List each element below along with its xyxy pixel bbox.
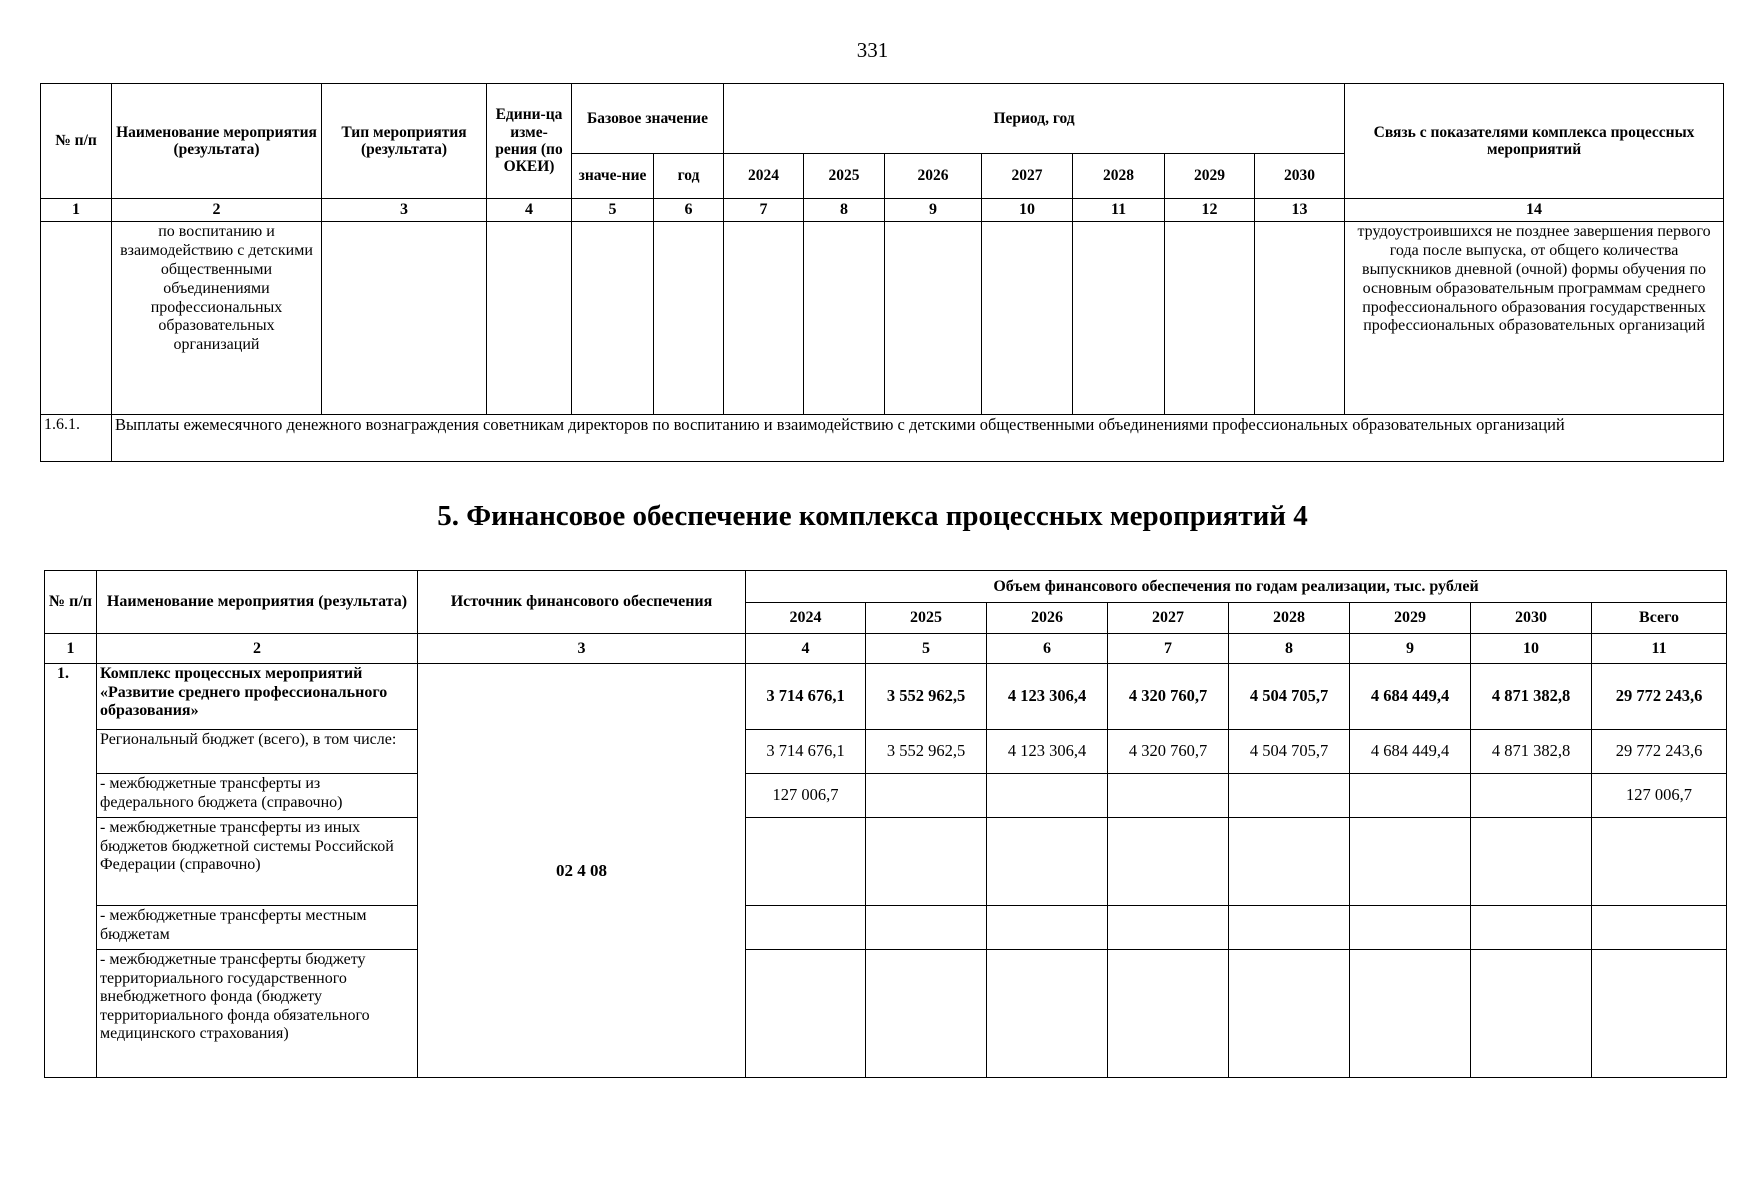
value-cell [866,774,987,818]
header-num: № п/п [41,84,112,199]
value-cell: 4 320 760,7 [1108,664,1229,730]
source-code: 02 4 08 [418,664,746,1078]
value-cell [1229,906,1350,950]
row-label: - межбюджетные трансферты из иных бюджетов бюджетной системы Российской Федерации (справочно) [97,818,418,906]
value-cell [987,950,1108,1078]
header-period: Период, год [724,84,1345,154]
value-cell: 3 552 962,5 [866,664,987,730]
column-number: 7 [724,199,804,222]
header-link: Связь с показателями комплекса процессных мероприятий [1345,84,1724,199]
value-cell: 4 123 306,4 [987,664,1108,730]
value-cell [1350,774,1471,818]
value-cell [1229,774,1350,818]
column-numbers-row [45,634,1727,664]
row-label: - межбюджетные трансферты из федерального бюджета (справочно) [97,774,418,818]
continuation-row [41,222,1724,415]
column-number: 6 [987,634,1108,664]
header-year: 2027 [982,154,1073,199]
value-cell [987,818,1108,906]
column-number: 11 [1073,199,1165,222]
activity-text: Выплаты ежемесячного денежного вознаграждения советникам директоров по воспитанию и взаимодействию с детскими общественными объединениями профессиональных образовательных организаций [112,415,1724,462]
value-cell [987,774,1108,818]
header-year: 2025 [866,603,987,634]
header-name: Наименование мероприятия (результата) [97,571,418,634]
value-cell: 3 714 676,1 [746,664,866,730]
column-number: 12 [1165,199,1255,222]
header-num: № п/п [45,571,97,634]
value-cell [1350,906,1471,950]
header-year: 2027 [1108,603,1229,634]
value-cell: 4 684 449,4 [1350,664,1471,730]
column-number: 3 [322,199,487,222]
column-number: 2 [112,199,322,222]
header-year: 2025 [804,154,885,199]
column-number: 1 [45,634,97,664]
value-cell-total [1592,818,1727,906]
header-source: Источник финансового обеспечения [418,571,746,634]
value-cell: 4 123 306,4 [987,730,1108,774]
header-unit: Едини-ца изме-рения (по ОКЕИ) [487,84,572,199]
value-cell-total [1592,906,1727,950]
header-year: 2029 [1350,603,1471,634]
header-year: 2029 [1165,154,1255,199]
value-cell [1350,950,1471,1078]
column-number: 14 [1345,199,1724,222]
column-numbers-row [41,199,1724,222]
header-year: 2024 [746,603,866,634]
column-number: 9 [1350,634,1471,664]
page-number: 331 [856,38,889,62]
value-cell [1108,774,1229,818]
value-cell [746,818,866,906]
value-cell-total: 29 772 243,6 [1592,730,1727,774]
value-cell [866,818,987,906]
value-cell: 4 504 705,7 [1229,664,1350,730]
table-row [45,818,1727,906]
value-cell [1471,906,1592,950]
activity-number: 1.6.1. [41,415,112,462]
column-number: 8 [804,199,885,222]
header-base-value: значе-ние [572,154,654,199]
value-cell: 4 871 382,8 [1471,730,1592,774]
value-cell [866,906,987,950]
value-cell [1471,818,1592,906]
header-year: 2028 [1073,154,1165,199]
value-cell: 3 714 676,1 [746,730,866,774]
value-cell-total: 127 006,7 [1592,774,1727,818]
header-type: Тип мероприятия (результата) [322,84,487,199]
column-number: 4 [487,199,572,222]
continuation-name: по воспитанию и взаимодействию с детскими общественными объединениями профессиональных образовательных организаций [112,222,322,415]
column-number: 2 [97,634,418,664]
column-number: 9 [885,199,982,222]
table-row [45,906,1727,950]
header-volume: Объем финансового обеспечения по годам реализации, тыс. рублей [746,571,1727,603]
column-number: 10 [982,199,1073,222]
table-row [45,664,1727,730]
value-cell [866,950,987,1078]
value-cell [1350,818,1471,906]
section-title: 5. Финансовое обеспечение комплекса процессных мероприятий 4 [437,500,1308,532]
value-cell: 127 006,7 [746,774,866,818]
header-year: 2026 [885,154,982,199]
column-number: 10 [1471,634,1592,664]
value-cell: 4 684 449,4 [1350,730,1471,774]
value-cell-total [1592,950,1727,1078]
column-number: 5 [572,199,654,222]
value-cell: 4 871 382,8 [1471,664,1592,730]
value-cell [1229,818,1350,906]
column-number: 8 [1229,634,1350,664]
column-number: 11 [1592,634,1727,664]
row-label: Комплекс процессных мероприятий «Развитие среднего профессионального образования» [97,664,418,730]
value-cell [1108,950,1229,1078]
header-base-year: год [654,154,724,199]
table-row [45,774,1727,818]
header-year: 2030 [1255,154,1345,199]
column-number: 4 [746,634,866,664]
value-cell [1471,950,1592,1078]
row-label: - межбюджетные трансферты местным бюджетам [97,906,418,950]
table-row [45,950,1727,1078]
value-cell: 4 320 760,7 [1108,730,1229,774]
value-cell [1108,906,1229,950]
activity-row [41,415,1724,462]
column-number: 3 [418,634,746,664]
header-year: 2028 [1229,603,1350,634]
row-label: Региональный бюджет (всего), в том числе: [97,730,418,774]
column-number: 5 [866,634,987,664]
header-year: 2026 [987,603,1108,634]
header-base: Базовое значение [572,84,724,154]
header-name: Наименование мероприятия (результата) [112,84,322,199]
value-cell [1229,950,1350,1078]
value-cell [1108,818,1229,906]
column-number: 6 [654,199,724,222]
value-cell [1471,774,1592,818]
value-cell: 4 504 705,7 [1229,730,1350,774]
column-number: 13 [1255,199,1345,222]
table-row [45,730,1727,774]
item-number: 1. [45,664,97,1078]
row-label: - межбюджетные трансферты бюджету территориального государственного внебюджетного фонда (бюджету территориального фонда обязательного медицинского страхования) [97,950,418,1078]
header-total: Всего [1592,603,1727,634]
value-cell [746,950,866,1078]
column-number: 7 [1108,634,1229,664]
header-year: 2030 [1471,603,1592,634]
financing-table [44,570,1727,1078]
value-cell [746,906,866,950]
value-cell-total: 29 772 243,6 [1592,664,1727,730]
header-year: 2024 [724,154,804,199]
indicators-table-continuation [40,83,1724,462]
value-cell [987,906,1108,950]
continuation-link: трудоустроившихся не позднее завершения первого года после выпуска, от общего количества выпускников дневной (очной) формы обучения по основным образовательным программам среднего профессионального образования государственных профессиональных образовательных организаций [1345,222,1724,415]
value-cell: 3 552 962,5 [866,730,987,774]
column-number: 1 [41,199,112,222]
